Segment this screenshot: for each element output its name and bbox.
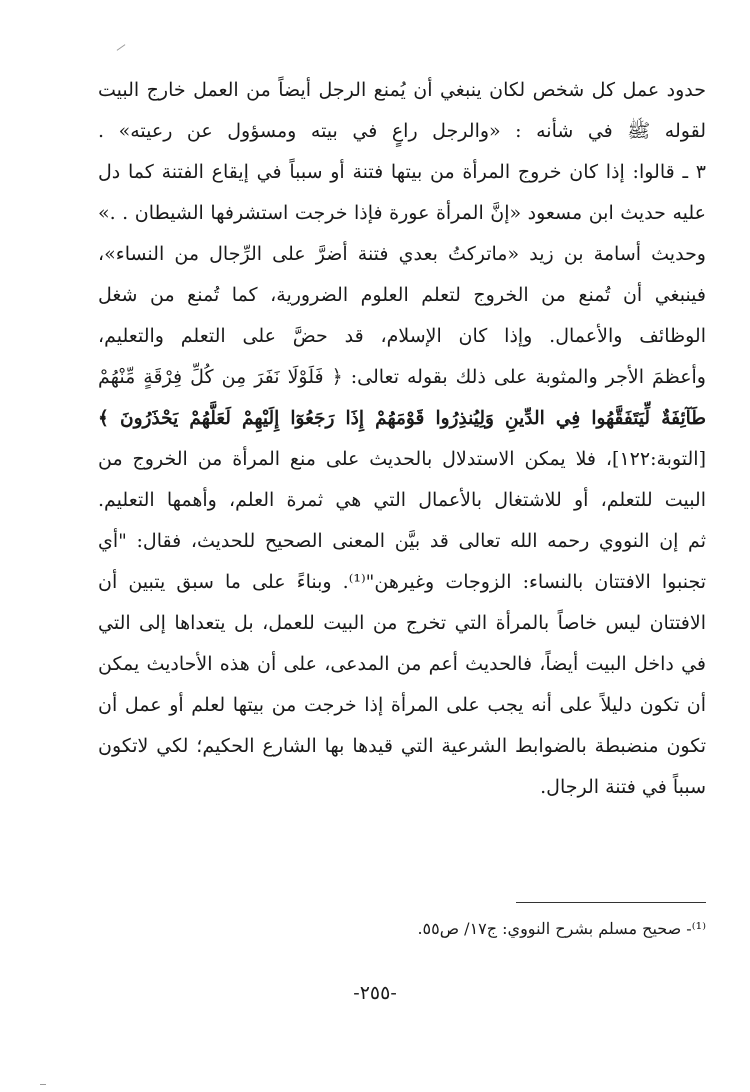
- quran-verse-line: طَآئِفَةٌ لِّيَتَفَقَّهُوا فِي الدِّينِ وَلِيُنذِرُوا قَوْمَهُمْ إِذَا رَجَعُوٓا إِلَيْهِمْ لَعَلَّهُمْ يَحْذَرُونَ ﴾: [98, 408, 706, 429]
- scan-mark: [40, 1084, 46, 1085]
- body-line-11: البيت للتعلم، أو للاشتغال بالأعمال التي هي ثمرة العلم، وأهمها التعليم.: [98, 489, 706, 511]
- body-line-14: الافتتان ليس خاصاً بالمرأة التي تخرج من البيت للعمل، بل يتعداها إلى التي: [98, 612, 706, 634]
- body-line-5: وحديث أسامة بن زيد «ماتركتُ بعدي فتنة أضرَّ على الرِّجال من النساء»،: [98, 243, 706, 265]
- footnote: ⁽¹⁾- صحيح مسلم بشرح النووي: ج١٧/ ص٥٥.: [417, 919, 706, 938]
- body-line-3: ٣ ـ قالوا: إذا كان خروج المرأة من بيتها فتنة أو سبباً في إيقاع الفتنة كما دل: [98, 161, 706, 183]
- body-line-8: وأعظمَ الأجر والمثوبة على ذلك بقوله تعالى: ﴿ فَلَوْلَا نَفَرَ مِن كُلِّ فِرْقَةٍ مِّنْهُمْ: [98, 366, 706, 388]
- body-line-12: ثم إن النووي رحمه الله تعالى قد بيَّن المعنى الصحيح للحديث، فقال: "أي: [98, 530, 706, 552]
- body-text: [98, 70, 706, 808]
- scan-mark: [117, 44, 126, 51]
- body-line-18: سبباً في فتنة الرجال.: [540, 776, 706, 798]
- body-line-16: أن تكون دليلاً على أنه يجب على المرأة إذا خرجت من بيتها لعلم أو عمل أن: [98, 694, 706, 716]
- body-line-2: لقوله ﷺ في شأنه : «والرجل راعٍ في بيته ومسؤول عن رعيته» .: [98, 120, 706, 142]
- body-line-15: في داخل البيت أيضاً، فالحديث أعم من المدعى، على أن هذه الأحاديث يمكن: [98, 653, 706, 675]
- body-line-13: تجنبوا الافتتان بالنساء: الزوجات وغيرهن"⁽¹⁾. وبناءً على ما سبق يتبين أن: [98, 571, 706, 593]
- page-number: -٢٥٥-: [353, 982, 397, 1004]
- body-line-6: فينبغي أن تُمنع من الخروج لتعلم العلوم الضرورية، كما تُمنع من شغل: [98, 284, 706, 306]
- footnote-divider: [516, 902, 706, 903]
- body-line-7: الوظائف والأعمال. وإذا كان الإسلام، قد حضَّ على التعلم والتعليم،: [98, 325, 706, 347]
- body-line-17: تكون منضبطة بالضوابط الشرعية التي قيدها بها الشارع الحكيم؛ لكي لاتكون: [98, 735, 706, 757]
- body-line-10: [التوبة:١٢٢]، فلا يمكن الاستدلال بالحديث على منع المرأة من الخروج من: [98, 448, 706, 470]
- body-line-4: عليه حديث ابن مسعود «إنَّ المرأة عورة فإذا خرجت استشرفها الشيطان . .»: [98, 202, 706, 224]
- body-line-1: حدود عمل كل شخص لكان ينبغي أن يُمنع الرجل أيضاً من العمل خارج البيت: [98, 79, 706, 101]
